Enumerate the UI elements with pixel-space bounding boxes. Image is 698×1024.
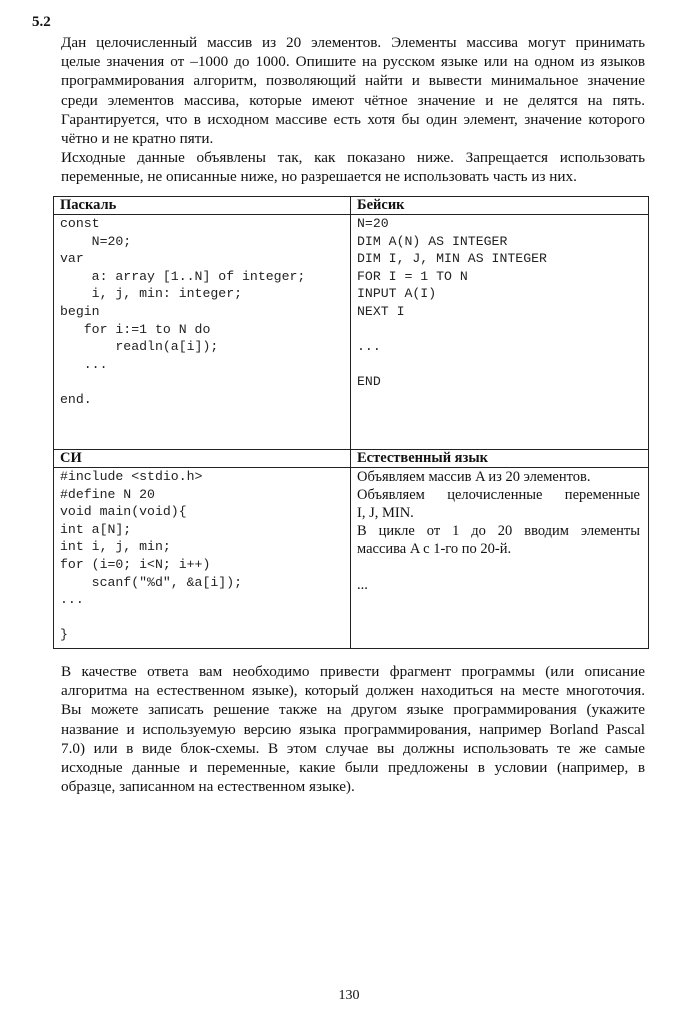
basic-code: N=20 DIM A(N) AS INTEGER DIM I, J, MIN AS INTEGER FOR I = 1 TO N INPUT A(I) NEXT I ... END xyxy=(357,216,547,390)
natural-description xyxy=(357,468,648,594)
natural-line: ... xyxy=(357,577,368,593)
c-header: СИ xyxy=(54,450,351,468)
statement-line: программирования алгоритм, позволяющий найти и вывести минимальное значение xyxy=(61,72,645,90)
natural-header: Естественный язык xyxy=(351,450,649,468)
answer-line: алгоритма на естественном языке), который должен находиться на месте многоточия. xyxy=(61,682,645,700)
answer-line: исходные данные и переменные, какие были предложены в условии (например, в xyxy=(61,759,645,777)
page-number: 130 xyxy=(338,988,360,1003)
statement-line: Гарантируется, что в исходном массиве есть хотя бы один элемент, значение которого xyxy=(61,110,645,128)
natural-line: I, J, MIN. xyxy=(357,505,414,521)
statement-line: переменные, не описанные ниже, но разрешается не использовать часть из них. xyxy=(61,168,577,186)
statement-line: целые значения от –1000 до 1000. Опишите на русском языке или на одном из языков xyxy=(61,53,645,71)
statement-line: Исходные данные объявлены так, как показано ниже. Запрещается использовать xyxy=(61,149,645,167)
basic-header: Бейсик xyxy=(351,197,649,215)
pascal-code: const N=20; var a: array [1..N] of integer; i, j, min: integer; begin for i:=1 to N do readln(a[i]); ... end. xyxy=(60,216,306,407)
statement-line: Дан целочисленный массив из 20 элементов. Элементы массива могут принимать xyxy=(61,34,645,51)
task-number: 5.2 xyxy=(32,14,51,30)
answer-line: образце, записанном на естественном языке). xyxy=(61,778,355,796)
natural-line: массива A с 1-го по 20-й. xyxy=(357,541,512,557)
answer-line: В качестве ответа вам необходимо привести фрагмент программы (или описание xyxy=(61,663,645,680)
natural-line: Объявляем массив A из 20 элементов. xyxy=(357,469,591,485)
c-code: #include <stdio.h> #define N 20 void main(void){ int a[N]; int i, j, min; for (i=0; i<N; i++) scanf("%d", &a[i]); ... } xyxy=(60,469,243,643)
code-table xyxy=(53,196,649,649)
answer-line: 7.0) или в виде блок-схемы. В этом случае вы должны использовать те же самые xyxy=(61,739,645,757)
task-statement xyxy=(61,33,645,187)
statement-line: среди элементов массива, которые имеют чётное значение и не делятся на пять. xyxy=(61,91,645,109)
natural-line: Объявляем целочисленные переменные xyxy=(357,487,640,503)
answer-line: Вы можете записать решение также на другом языке программирования (укажите xyxy=(61,701,645,719)
answer-instructions xyxy=(61,662,645,796)
natural-line xyxy=(357,558,640,576)
natural-line: В цикле от 1 до 20 вводим элементы xyxy=(357,523,640,539)
answer-line: название и используемую версию языка программирования, например Borland Pascal xyxy=(61,720,645,738)
pascal-header: Паскаль xyxy=(54,197,351,215)
statement-line: чётно и не кратно пяти. xyxy=(61,130,214,148)
